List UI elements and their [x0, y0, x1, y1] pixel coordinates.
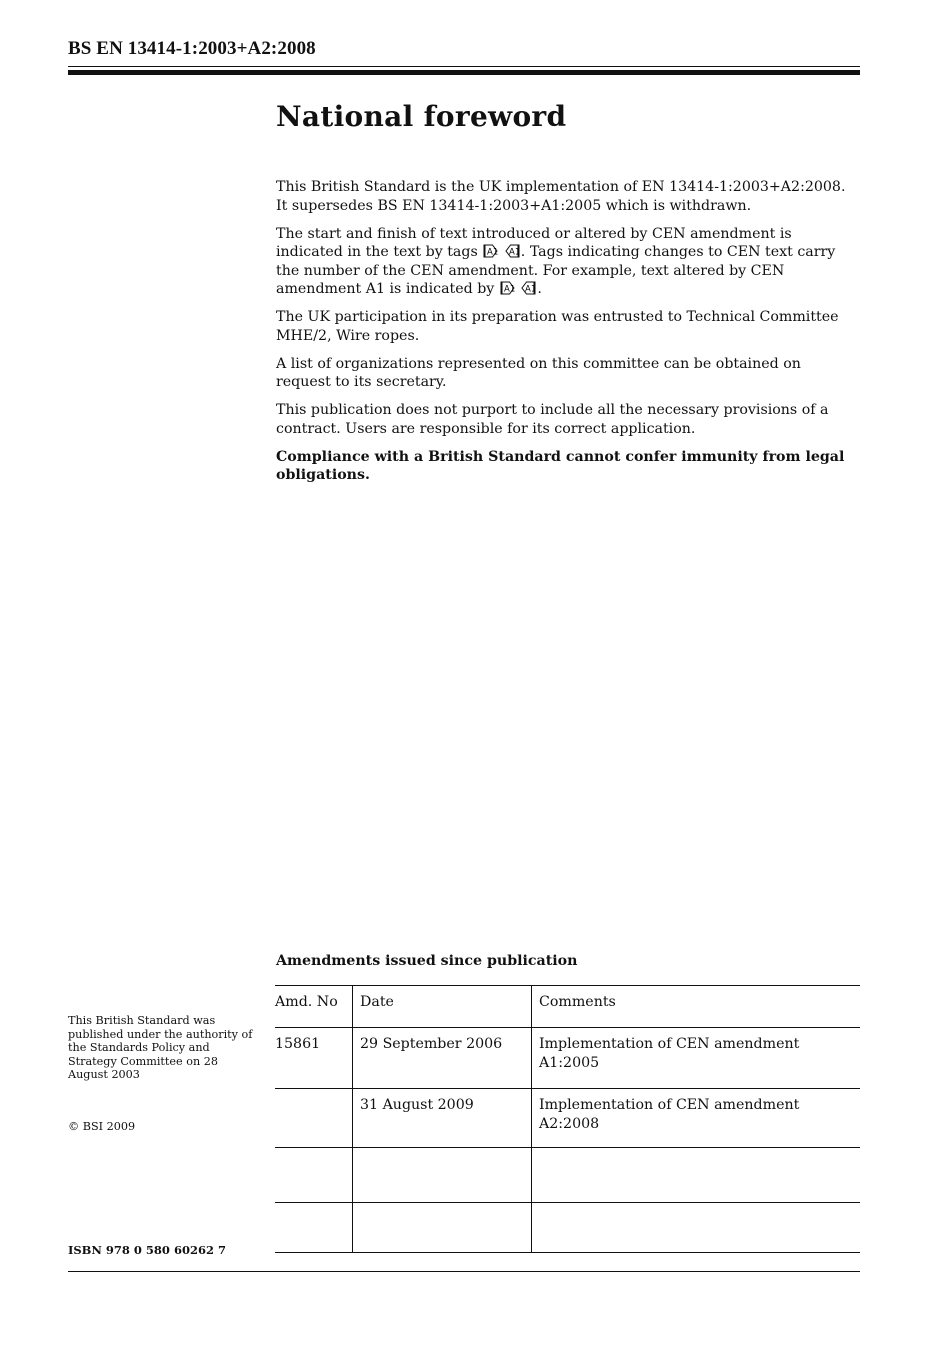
comments-cell: Implementation of CEN amendment A1:2005: [532, 1028, 861, 1089]
date-cell: [353, 1148, 532, 1203]
header-rule-thin: [68, 66, 860, 67]
date-cell: 29 September 2006: [353, 1028, 532, 1089]
amd-no-cell: [275, 1148, 353, 1203]
tags-text-c: .: [537, 281, 542, 297]
tags-text-b: . Tags indicating changes to CEN text carry the number of the CEN amendment. For example, text altered by CEN amendment A1 is indicated by: [276, 244, 836, 297]
amendment-start-tag-icon: [483, 244, 498, 258]
table-row: [275, 1148, 860, 1203]
date-cell: [353, 1203, 532, 1253]
table-row: [275, 1203, 860, 1253]
column-header-date: Date: [353, 986, 532, 1028]
amendments-heading: Amendments issued since publication: [276, 953, 578, 969]
date-cell: 31 August 2009: [353, 1089, 532, 1148]
table-header-row: [275, 986, 860, 1028]
comments-cell: Implementation of CEN amendment A2:2008: [532, 1089, 861, 1148]
paragraph-committee: The UK participation in its preparation was entrusted to Technical Committee MHE/2, Wire ropes.: [276, 309, 839, 344]
paragraph-organizations: A list of organizations represented on this committee can be obtained on request to its secretary.: [276, 355, 801, 390]
comments-cell: [532, 1148, 861, 1203]
svg-text:A1: A1: [525, 284, 537, 295]
svg-text:A1: A1: [503, 284, 515, 295]
amd-no-cell: [275, 1203, 353, 1253]
foreword-body: [276, 178, 846, 494]
footer-rule: [68, 1271, 860, 1272]
publication-authority: This British Standard was published under the authority of the Standards Policy and Strategy Committee on 28 August 2003: [68, 1014, 253, 1081]
paragraph-compliance: Compliance with a British Standard cannot confer immunity from legal obligations.: [276, 448, 845, 483]
amendments-table: [275, 985, 860, 1253]
table-row: [275, 1089, 860, 1148]
svg-text:A1: A1: [487, 247, 499, 258]
example-end-tag-icon: [521, 281, 536, 295]
amendment-end-tag-icon: [505, 244, 520, 258]
isbn: ISBN 978 0 580 60262 7: [68, 1243, 226, 1257]
comments-cell: [532, 1203, 861, 1253]
table-row: [275, 1028, 860, 1089]
page-title: National foreword: [276, 100, 567, 133]
column-header-comments: Comments: [532, 986, 861, 1028]
column-header-amd-no: Amd. No: [275, 994, 338, 1010]
header-rule-thick: [68, 70, 860, 75]
amd-no-cell: [275, 1089, 353, 1148]
example-start-tag-icon: [500, 281, 515, 295]
paragraph-contract: This publication does not purport to include all the necessary provisions of a contract. Users are responsible for its correct application.: [276, 402, 829, 437]
copyright: © BSI 2009: [68, 1120, 136, 1133]
document-code: BS EN 13414-1:2003+A2:2008: [68, 38, 316, 59]
svg-text:A1: A1: [508, 247, 520, 258]
paragraph-tags: [276, 225, 846, 299]
amd-no-cell: 15861: [275, 1036, 321, 1052]
paragraph-supersedes: This British Standard is the UK implementation of EN 13414-1:2003+A2:2008. It supersedes BS EN 13414-1:2003+A1:2005 which is withdrawn.: [276, 179, 846, 214]
tags-text-a: The start and finish of text introduced or altered by CEN amendment is indicated in the text by tags: [276, 225, 792, 260]
